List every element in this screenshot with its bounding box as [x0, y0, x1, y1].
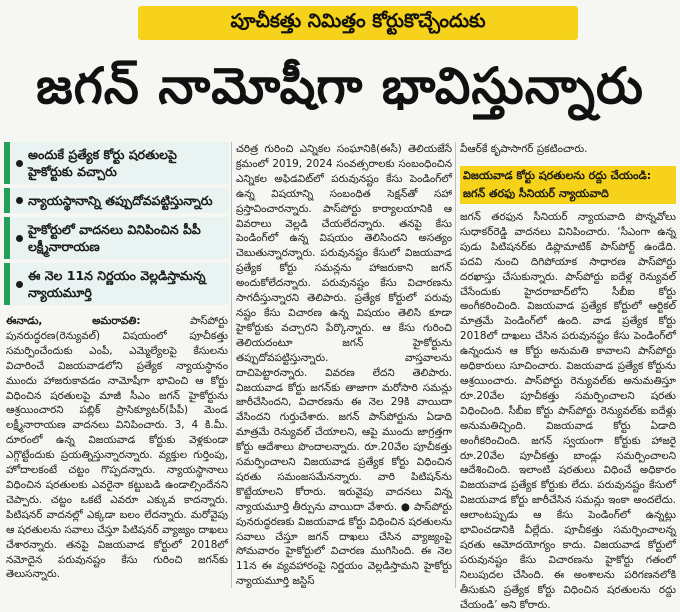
headline: జగన్ నామోషీగా భావిస్తున్నారు — [36, 56, 644, 115]
article-column-2: చరిత్ర గురించి ఎన్నికల సంఘానికి(ఈసీ) తెలియజేసే క్రమంలో 2019, 2024 సంవత్సరాలకు సంబంధించిన ఎన్నికల అఫిడవిట్‌లో పరువునష్టం కేసు పెండింగ్‌లో ఉన్న విషయాన్ని సంబంధిత సెక్షన్‌తో సహా ప్రస్తావించారన్నారు. పాస్‌పోర్టు కార్యాలయానికి ఆ వివరాలు వెల్లడి చేయలేదన్నారు. తనపై కేసు పెండింగ్‌లో ఉన్న విషయం తెలిసిందని అసత్యం చెబుతున్నారన్నారు. పరువునష్టం కేసులో విజయవాడ ప్రత్యేక కోర్టు సమన్లను హాజరుకాని జగన్ అందుకోలేదన్నారు. పరువునష్టం కేసు విచారణను సాగదీస్తున్నారని తెలిపారు. ప్రత్యేక కోర్టులో పరువు నష్టం కేసు విచారణ ఉన్న విషయం తెలిసి కూడా హైకోర్టుకు వచ్చారని పేర్కొన్నారు. ఆ కేసు గురించి తెలియదంటూ జగన్ హైకోర్టును తప్పుదోవపట్టిస్తున్నారు. వాస్తవాలను దాచిపెట్టారన్నారు. వివరణ లేదని తెలిపారు. విజయవాడ కోర్టు జగన్‌కు తాజాగా మరోసారి సమన్లు జారీచేసిందని, విచారణను ఈ నెల 29కి వాయిదా వేసిందని గుర్తుచేశారు. జగన్ పాస్‌పోర్టును ఏడాది మాత్రమే రెన్యువల్ చేయాలని, ఆపై ముందు జాగ్రత్తగా కోర్టు ఆదేశాలు పొందాలన్నారు. రూ.20వేల పూచీకత్తు సమర్పించాలని విజయవాడ ప్రత్యేక కోర్టు విధించిన షరతు సమంజసమేనన్నారు. వారి పిటిషన్‌ను కొట్టేయాలని కోరారు. ఇరువైపు వాదనలు విన్న న్యాయమూర్తి తీర్పును వాయిదా వేశారు. ● పాస్‌పోర్టు పునరుద్ధరణకు విజయవాడ కోర్టు విధించిన షరతులను సవాలు చేస్తూ జగన్ దాఖలు చేసిన వ్యాజ్యంపై సోమవారం హైకోర్టులో విచారణ ముగిసింది. ఈ నెల 11న ఈ వ్యవహారంపై నిర్ణయం వెల్లడిస్తామని హైకోర్టు న్యాయమూర్తి జస్టిస్ — [236, 143, 452, 588]
highlight-item: న్యాయస్థానాన్ని తప్పుదోవపట్టిస్తున్నారు — [4, 188, 229, 213]
article-column-1 — [6, 314, 228, 586]
kicker-banner: పూచీకత్తు నిమిత్తం కోర్టుకొచ్చేందుకు — [138, 6, 578, 40]
dateline: ఈనాడు, అమరావతి: — [6, 315, 141, 327]
highlight-item: ఈ నెల 11న నిర్ణయం వెల్లడిస్తామన్న న్యాయమూర్తి — [4, 263, 229, 305]
bullet-icon — [16, 197, 23, 204]
bullet-icon — [16, 160, 23, 167]
article-column-3: జగన్ తరఫున సీనియర్ న్యాయవాది పొన్నవోలు సుధాకర్‌రెడ్డి వాదనలు వినిపించారు. ‘సీఎంగా ఉన్న పుడు పిటిషనర్‌కు డిప్లొమాటిక్ పాస్‌పోర్ట్ ఉండేది. పదవి నుంచి దిగిపోయాక సాధారణ పాస్‌పోర్టు దరఖాస్తు చేసుకున్నారు. పాస్‌పోర్టు ఐదేళ్ల రెన్యువల్ చేసేందుకు హైదరాబాద్‌లోని సీబీఐ కోర్టు అంగీకరించింది. విజయవాడ ప్రత్యేక కోర్టులో ఆర్టికల్ మాత్రమే పెండింగ్‌లో ఉంది. వాడ ప్రత్యేక కోర్టు 2018లో దాఖలు చేసిన పరువునష్టం కేసు పెండింగ్‌లో ఉన్నందున ఆ కోర్టు అనుమతి కావాలని పాస్‌పోర్టు అధికారులు సూచించారు. విజయవాడ ప్రత్యేక కోర్టును ఆశ్రయించారు. పాస్‌పోర్టు రెన్యువల్‌కు అనుమతిస్తూ రూ.20వేల పూచీకత్తు సమర్పించాలని షరతు విధించింది. సీబీఐ కోర్టు పాస్‌పోర్టు రెన్యువల్‌కు ఐదేళ్లు అనుమతిచ్చింది. విజయవాడ కోర్టు ఏడాది అంగీకరించింది. జగన్ స్వయంగా కోర్టుకు హాజరై రూ.20వేల పూచీకత్తు బాండ్లు సమర్పించాలని ఆదేశించింది. ఇలాంటి షరతులు విధించే అధికారం విజయవాడ ప్రత్యేక కోర్టుకు లేదు. పరువునష్టం కేసులో విజయవాడ కోర్టు జారీచేసిన సమన్లు ఇంకా అందలేదు. ఆలాంటప్పుడు ఆ కేసు పెండింగ్‌లో ఉన్నట్లు భావించడానికి వీల్లేదు. పూచీకత్తు సమర్పించాలన్న షరతు ఆమోదయోగ్యం కాదు. విజయవాడ కోర్టులో పరువునష్టం కేసు విచారణను హైకోర్టు గతంలో నిలుపుదల చేసింది. ఈ అంశాలను పరిగణనలోకి తీసుకుని ప్రత్యేక కోర్టు విధించిన షరతులను రద్దు చేయండి’ అని కోరారు. — [460, 211, 676, 611]
column-divider — [455, 142, 456, 588]
bullet-icon — [16, 235, 23, 242]
column-1-text: పాస్‌పోర్టు పునరుద్ధరణ(రెన్యువల్) విషయంలో పూచీకత్తు సమర్పించేందుకు ఎంపీ, ఎమ్మెల్యేలపై కేసులను విచారించే విజయవాడలోని ప్రత్యేక న్యాయస్థానం ముందు హాజరుకావడం నామోషీగా భావించి ఆ కోర్టు విధించిన షరతులపై మాజీ సీఎం జగన్ హైకోర్టును ఆశ్రయించారని పబ్లిక్ ప్రాసిక్యూటర్(పీపీ) మెండ లక్ష్మీనారాయణ వాదనలు వినిపించారు. 3, 4 కి.మీ. దూరంలో ఉన్న విజయవాడ కోర్టుకు వెళ్లకుండా ఎగ్గొట్టేందుకు ప్రయత్నిస్తున్నారన్నారు. వ్యక్తుల గుర్తింపు, హోదాలకంటే చట్టం గొప్పదన్నారు. న్యాయస్థానాలు విధించిన షరతులకు ఎవరైనా కట్టుబడి ఉండాల్సిందేనని చెప్పారు. చట్టం ఒకటే ఎవరూ ఎక్కువ కాదన్నారు. పిటిషనర్ వాదనల్లో ఎక్కడా బలం లేదన్నారు. మరోవైపు ఆ షరతులను సవాలు చేస్తూ పిటిషనర్ వ్యాజ్యం దాఖలు చేశారన్నారు. తనపై విజయవాడ కోర్టులో 2018లో నమోదైన పరువునష్టం కేసు గురించి జగన్‌కు తెలుసన్నారు. — [6, 315, 228, 581]
highlight-item: హైకోర్టులో వాదనలు వినిపించిన పీపీ లక్ష్మీనారాయణ — [4, 217, 229, 259]
bullet-icon — [16, 281, 23, 288]
highlight-item: అందుకే ప్రత్యేక కోర్టు షరతులపై హైకోర్టుకు వచ్చారు — [4, 142, 229, 184]
article-column-3-top: వీఆర్‌కే కృపాసాగర్ ప్రకటించారు. — [460, 143, 588, 155]
column-divider — [231, 142, 232, 588]
highlights-box — [4, 142, 229, 310]
subheading-box: విజయవాడ కోర్టు షరతులను రద్దు చేయండి: జగన్ తరఫు సీనియర్ న్యాయవాది — [460, 166, 676, 204]
